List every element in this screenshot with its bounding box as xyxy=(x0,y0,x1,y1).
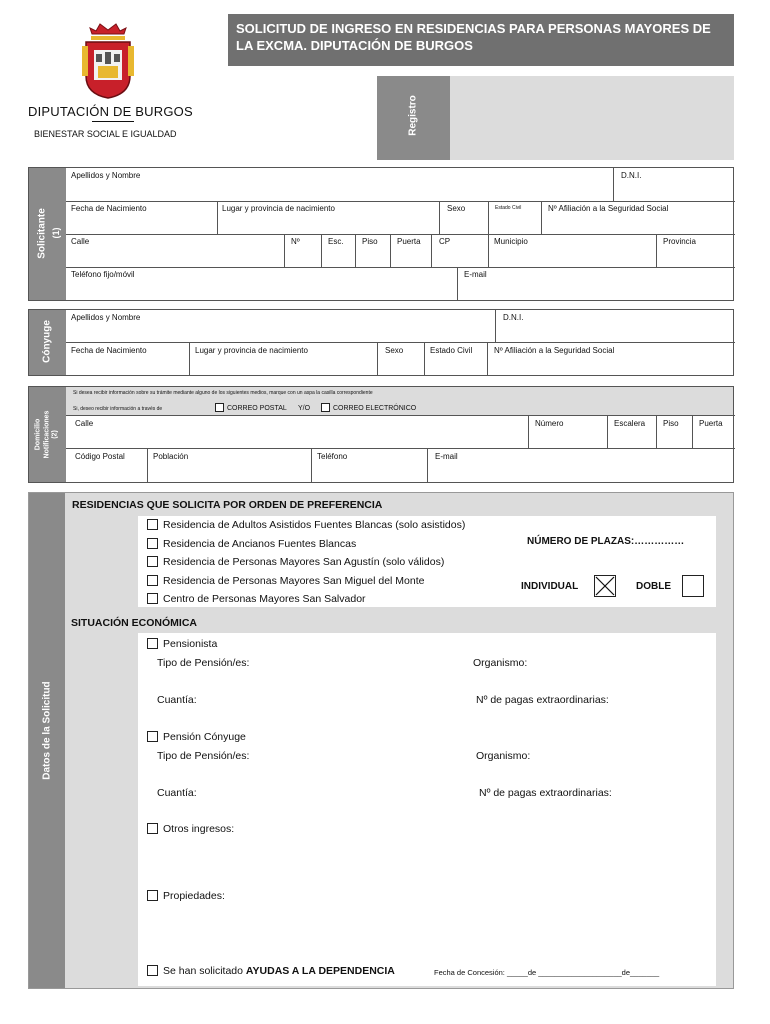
residencia-label: Residencia de Adultos Asistidos Fuentes Blancas (solo asistidos) xyxy=(163,519,466,531)
otros-ingresos-checkbox[interactable] xyxy=(147,823,158,834)
solicitante-calle-field[interactable]: Calle xyxy=(71,237,90,246)
domicilio-piso-field[interactable]: Piso xyxy=(663,419,679,428)
propiedades-label: Propiedades: xyxy=(163,890,225,902)
notificaciones-label: Notificaciones xyxy=(43,410,51,459)
pagas-2-field[interactable]: Nº de pagas extraordinarias: xyxy=(479,787,612,799)
residencia-checkbox[interactable] xyxy=(147,538,158,549)
domicilio-telefono-field[interactable]: Teléfono xyxy=(317,452,348,461)
residencia-checkbox[interactable] xyxy=(147,593,158,604)
tipo-pension-2-field[interactable]: Tipo de Pensión/es: xyxy=(157,750,250,762)
individual-checkbox[interactable] xyxy=(594,575,616,597)
logo-subtitle: BIENESTAR SOCIAL E IGUALDAD xyxy=(34,129,177,139)
residencia-checkbox[interactable] xyxy=(147,556,158,567)
doble-checkbox[interactable] xyxy=(682,575,704,597)
conyuge-lugar-field[interactable]: Lugar y provincia de nacimiento xyxy=(195,346,308,355)
residencia-label: Residencia de Ancianos Fuentes Blancas xyxy=(163,538,357,550)
cuantia-2-field[interactable]: Cuantía: xyxy=(157,787,197,799)
page-title: SOLICITUD DE INGRESO EN RESIDENCIAS PARA PERSONAS MAYORES DE LA EXCMA. DIPUTACIÓN DE BURGOS xyxy=(236,21,711,53)
pension-conyuge-option[interactable] xyxy=(147,731,246,743)
solicitante-sidebar xyxy=(29,168,66,300)
individual-label: INDIVIDUAL xyxy=(521,581,579,592)
solicitud-sidebar xyxy=(29,493,65,988)
solicitante-label: Solicitante xyxy=(36,208,48,259)
solicitante-piso-field[interactable]: Piso xyxy=(362,237,378,246)
economica-title: SITUACIÓN ECONÓMICA xyxy=(71,617,197,629)
residencias-title: RESIDENCIAS QUE SOLICITA POR ORDEN DE PREFERENCIA xyxy=(72,499,383,511)
pension-conyuge-checkbox[interactable] xyxy=(147,731,158,742)
registro-label: Registro xyxy=(407,95,419,136)
yo-label: Y/O xyxy=(298,405,311,412)
conyuge-estado-field[interactable]: Estado Civil xyxy=(430,346,473,355)
conyuge-dni-field[interactable]: D.N.I. xyxy=(503,313,524,322)
logo-underline xyxy=(92,121,134,122)
cuantia-field[interactable]: Cuantía: xyxy=(157,694,197,706)
residencia-option-5[interactable] xyxy=(147,593,366,605)
logo-name: DIPUTACIÓN DE BURGOS xyxy=(28,104,193,119)
conyuge-sidebar xyxy=(29,310,66,375)
organismo-2-field[interactable]: Organismo: xyxy=(476,750,531,762)
domicilio-calle-field[interactable]: Calle xyxy=(75,419,94,428)
ayudas-dependencia-option[interactable] xyxy=(147,965,395,977)
numero-plazas[interactable]: NÚMERO DE PLAZAS:…………… xyxy=(527,536,685,547)
economica-panel xyxy=(138,633,716,986)
coat-of-arms-logo xyxy=(80,22,136,100)
domicilio-sidebar xyxy=(29,387,66,482)
otros-ingresos-option[interactable] xyxy=(147,823,234,835)
domicilio-label: Domicilio xyxy=(34,418,42,451)
correo-electronico-label: CORREO ELECTRÓNICO xyxy=(333,405,417,412)
pension-conyuge-label: Pensión Cónyuge xyxy=(163,731,246,743)
conyuge-label: Cónyuge xyxy=(41,320,53,363)
info-line: Si desea recibir información sobre su trámite mediante alguno de los siguientes medios, marque con un aspa la casilla correspondiente xyxy=(73,390,373,396)
domicilio-number: (2) xyxy=(51,430,59,439)
title-banner xyxy=(228,14,734,66)
cross-mark-icon xyxy=(595,576,615,596)
domicilio-section xyxy=(28,386,734,483)
solicitante-estado-field[interactable]: Estado Civil xyxy=(495,205,522,211)
tipo-pension-field[interactable]: Tipo de Pensión/es: xyxy=(157,657,250,669)
via-line: Si, deseo recibir información a través de xyxy=(73,406,163,412)
correo-electronico-checkbox[interactable] xyxy=(321,403,330,412)
solicitante-esc-field[interactable]: Esc. xyxy=(328,237,344,246)
solicitante-lugar-field[interactable]: Lugar y provincia de nacimiento xyxy=(222,204,335,213)
propiedades-checkbox[interactable] xyxy=(147,890,158,901)
conyuge-section xyxy=(28,309,734,376)
residencia-label: Residencia de Personas Mayores San Agustín (solo válidos) xyxy=(163,556,445,568)
fecha-concesion-field[interactable]: Fecha de Concesión: _____de ____________________de_______ xyxy=(434,968,660,977)
solicitante-afiliacion-field[interactable]: Nº Afiliación a la Seguridad Social xyxy=(548,204,669,213)
solicitante-dni-field[interactable]: D.N.I. xyxy=(621,171,642,180)
residencia-option-1[interactable] xyxy=(147,519,465,531)
solicitante-number: (1) xyxy=(51,227,61,239)
correo-postal-option[interactable] xyxy=(215,403,287,412)
ayudas-prefix: Se han solicitado xyxy=(163,965,243,977)
conyuge-sexo-field[interactable]: Sexo xyxy=(385,346,404,355)
residencia-option-3[interactable] xyxy=(147,556,444,568)
pagas-field[interactable]: Nº de pagas extraordinarias: xyxy=(476,694,609,706)
solicitante-section xyxy=(28,167,734,301)
domicilio-escalera-field[interactable]: Escalera xyxy=(614,419,646,428)
correo-postal-checkbox[interactable] xyxy=(215,403,224,412)
solicitante-num-field[interactable]: Nº xyxy=(291,237,300,246)
conyuge-afiliacion-field[interactable]: Nº Afiliación a la Seguridad Social xyxy=(494,346,615,355)
solicitante-puerta-field[interactable]: Puerta xyxy=(397,237,421,246)
domicilio-email-field[interactable]: E-mail xyxy=(435,452,458,461)
conyuge-fecha-field[interactable]: Fecha de Nacimiento xyxy=(71,346,147,355)
otros-ingresos-label: Otros ingresos: xyxy=(163,823,235,835)
residencia-option-2[interactable] xyxy=(147,538,356,550)
domicilio-poblacion-field[interactable]: Población xyxy=(153,452,189,461)
propiedades-option[interactable] xyxy=(147,890,225,902)
domicilio-numero-field[interactable]: Número xyxy=(535,419,564,428)
solicitante-apellidos-field[interactable]: Apellidos y Nombre xyxy=(71,171,141,180)
residencia-checkbox[interactable] xyxy=(147,519,158,530)
ayudas-bold: AYUDAS A LA DEPENDENCIA xyxy=(245,965,395,977)
solicitante-municipio-field[interactable]: Municipio xyxy=(494,237,528,246)
solicitante-telefono-field[interactable]: Teléfono fijo/móvil xyxy=(71,270,135,279)
residencia-label: Centro de Personas Mayores San Salvador xyxy=(163,593,366,605)
correo-postal-label: CORREO POSTAL xyxy=(227,405,287,412)
ayudas-checkbox[interactable] xyxy=(147,965,158,976)
residencia-label: Residencia de Personas Mayores San Miguel del Monte xyxy=(163,575,425,587)
correo-electronico-option[interactable] xyxy=(321,403,416,412)
solicitante-provincia-field[interactable]: Provincia xyxy=(663,237,696,246)
organismo-field[interactable]: Organismo: xyxy=(473,657,528,669)
doble-label: DOBLE xyxy=(636,581,671,592)
conyuge-apellidos-field[interactable]: Apellidos y Nombre xyxy=(71,313,141,322)
residencia-checkbox[interactable] xyxy=(147,575,158,586)
pensionista-option[interactable] xyxy=(147,638,217,650)
domicilio-puerta-field[interactable]: Puerta xyxy=(699,419,723,428)
pensionista-label: Pensionista xyxy=(163,638,218,650)
solicitud-section xyxy=(28,492,734,989)
residencia-option-4[interactable] xyxy=(147,575,424,587)
solicitud-label: Datos de la Solicitud xyxy=(41,681,53,780)
solicitante-cp-field[interactable]: CP xyxy=(439,237,451,246)
registro-box xyxy=(377,76,734,160)
pensionista-checkbox[interactable] xyxy=(147,638,158,649)
solicitante-email-field[interactable]: E-mail xyxy=(464,270,487,279)
solicitante-fecha-field[interactable]: Fecha de Nacimiento xyxy=(71,204,147,213)
domicilio-cp-field[interactable]: Código Postal xyxy=(75,452,125,461)
solicitante-sexo-field[interactable]: Sexo xyxy=(447,204,466,213)
registro-tab xyxy=(377,76,450,160)
